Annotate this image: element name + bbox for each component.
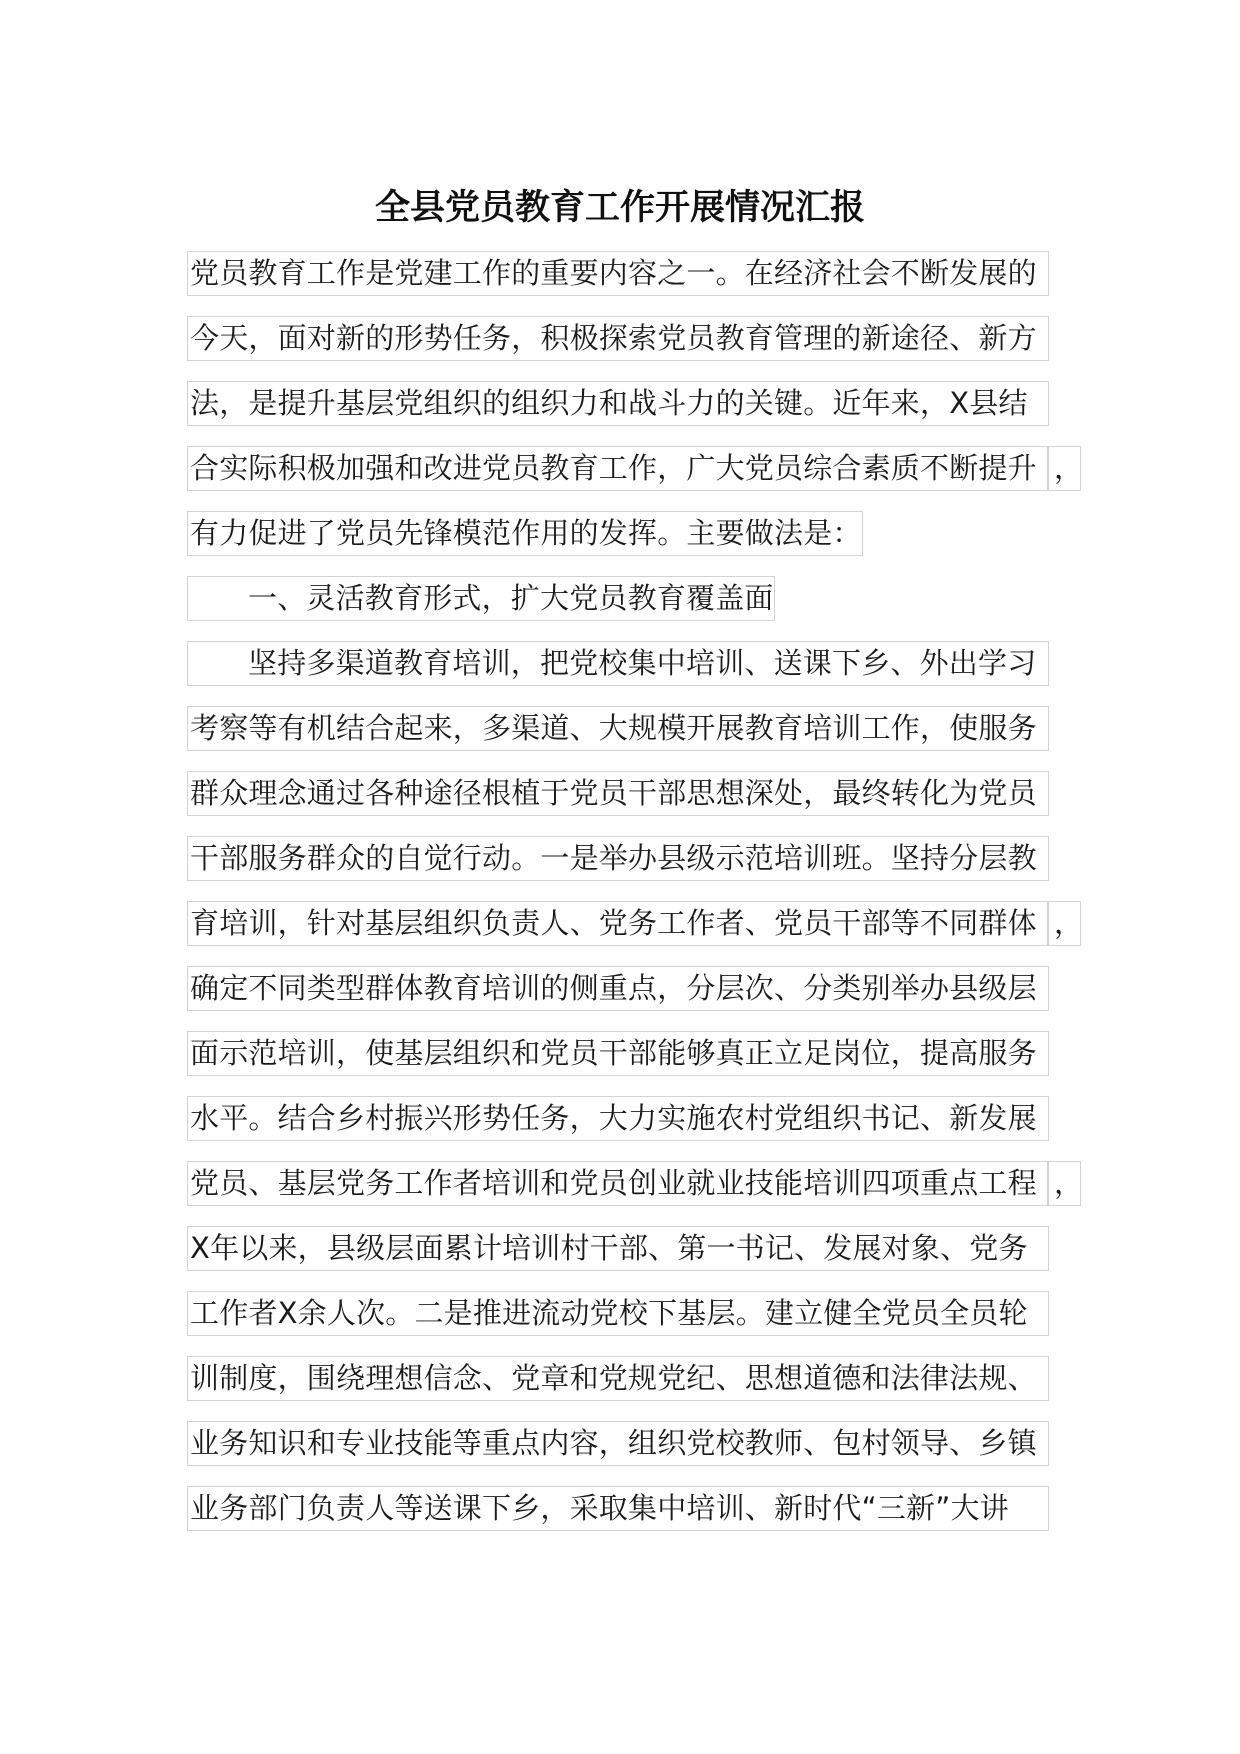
text-line: 群众理念通过各种途径根植于党员干部思想深处，最终转化为党员	[188, 772, 1048, 815]
text-line: 工作者X余人次。二是推进流动党校下基层。建立健全党员全员轮	[188, 1292, 1048, 1335]
line-overflow-punctuation: ，	[1048, 1162, 1080, 1205]
text-line: 训制度，围绕理想信念、党章和党规党纪、思想道德和法律法规、	[188, 1357, 1048, 1400]
line-overflow-punctuation: ，	[1048, 902, 1080, 945]
document-title: 全县党员教育工作开展情况汇报	[374, 188, 865, 228]
text-line: 坚持多渠道教育培训，把党校集中培训、送课下乡、外出学习	[188, 642, 1048, 685]
text-line: 业务知识和专业技能等重点内容，组织党校教师、包村领导、乡镇	[188, 1422, 1048, 1465]
text-line: 业务部门负责人等送课下乡，采取集中培训、新时代“三新”大讲	[188, 1487, 1048, 1530]
text-line: 法，是提升基层党组织的组织力和战斗力的关键。近年来，X县结	[188, 382, 1048, 425]
line-overflow-punctuation: ，	[1048, 447, 1080, 490]
text-line: 今天，面对新的形势任务，积极探索党员教育管理的新途径、新方	[188, 317, 1048, 360]
text-line: 党员教育工作是党建工作的重要内容之一。在经济社会不断发展的	[188, 252, 1048, 295]
text-line: 干部服务群众的自觉行动。一是举办县级示范培训班。坚持分层教	[188, 837, 1048, 880]
text-line: X年以来，县级层面累计培训村干部、第一书记、发展对象、党务	[188, 1227, 1048, 1270]
section-heading: 一、灵活教育形式，扩大党员教育覆盖面	[188, 577, 774, 620]
text-line: 育培训，针对基层组织负责人、党务工作者、党员干部等不同群体	[188, 902, 1048, 945]
text-line: 面示范培训，使基层组织和党员干部能够真正立足岗位，提高服务	[188, 1032, 1048, 1075]
text-line: 合实际积极加强和改进党员教育工作，广大党员综合素质不断提升	[188, 447, 1048, 490]
text-line: 党员、基层党务工作者培训和党员创业就业技能培训四项重点工程	[188, 1162, 1048, 1205]
text-line: 水平。结合乡村振兴形势任务，大力实施农村党组织书记、新发展	[188, 1097, 1048, 1140]
text-line: 确定不同类型群体教育培训的侧重点，分层次、分类别举办县级层	[188, 967, 1048, 1010]
text-line: 考察等有机结合起来，多渠道、大规模开展教育培训工作，使服务	[188, 707, 1048, 750]
text-line: 有力促进了党员先锋模范作用的发挥。主要做法是：	[188, 512, 862, 555]
